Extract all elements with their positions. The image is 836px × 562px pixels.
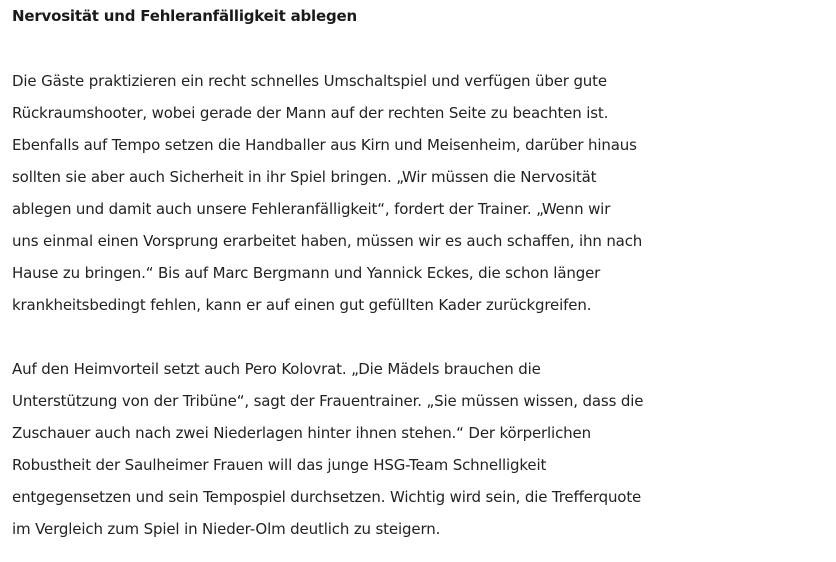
paragraph-line: uns einmal einen Vorsprung erarbeitet haben, müssen wir es auch schaffen, ihn nach bbox=[12, 232, 643, 250]
paragraph-line: Auf den Heimvorteil setzt auch Pero Kolovrat. „Die Mädels brauchen die bbox=[12, 360, 541, 378]
article-heading: Nervosität und Fehleranfälligkeit ablegen bbox=[12, 7, 357, 25]
paragraph-line: Zuschauer auch nach zwei Niederlagen hinter ihnen stehen.“ Der körperlichen bbox=[12, 424, 591, 442]
paragraph-line: sollten sie aber auch Sicherheit in ihr Spiel bringen. „Wir müssen die Nervosität bbox=[12, 168, 597, 186]
paragraph-1 bbox=[12, 65, 642, 321]
paragraph-line: Die Gäste praktizieren ein recht schnelles Umschaltspiel und verfügen über gute bbox=[12, 72, 607, 90]
paragraph-line: Unterstützung von der Tribüne“, sagt der Frauentrainer. „Sie müssen wissen, dass die bbox=[12, 392, 644, 410]
paragraph-line: entgegensetzen und sein Tempospiel durchsetzen. Wichtig wird sein, die Trefferquote bbox=[12, 488, 642, 506]
paragraph-line: Ebenfalls auf Tempo setzen die Handballer aus Kirn und Meisenheim, darüber hinaus bbox=[12, 136, 637, 154]
paragraph-line: Hause zu bringen.“ Bis auf Marc Bergmann und Yannick Eckes, die schon länger bbox=[12, 264, 601, 282]
paragraph-line: ablegen und damit auch unsere Fehleranfälligkeit“, fordert der Trainer. „Wenn wir bbox=[12, 200, 611, 218]
paragraph-line: krankheitsbedingt fehlen, kann er auf einen gut gefüllten Kader zurückgreifen. bbox=[12, 296, 592, 314]
paragraph-line: Robustheit der Saulheimer Frauen will das junge HSG-Team Schnelligkeit bbox=[12, 456, 547, 474]
paragraph-line: im Vergleich zum Spiel in Nieder-Olm deutlich zu steigern. bbox=[12, 520, 441, 538]
paragraph-line: Rückraumshooter, wobei gerade der Mann auf der rechten Seite zu beachten ist. bbox=[12, 104, 609, 122]
paragraph-2 bbox=[12, 353, 643, 545]
